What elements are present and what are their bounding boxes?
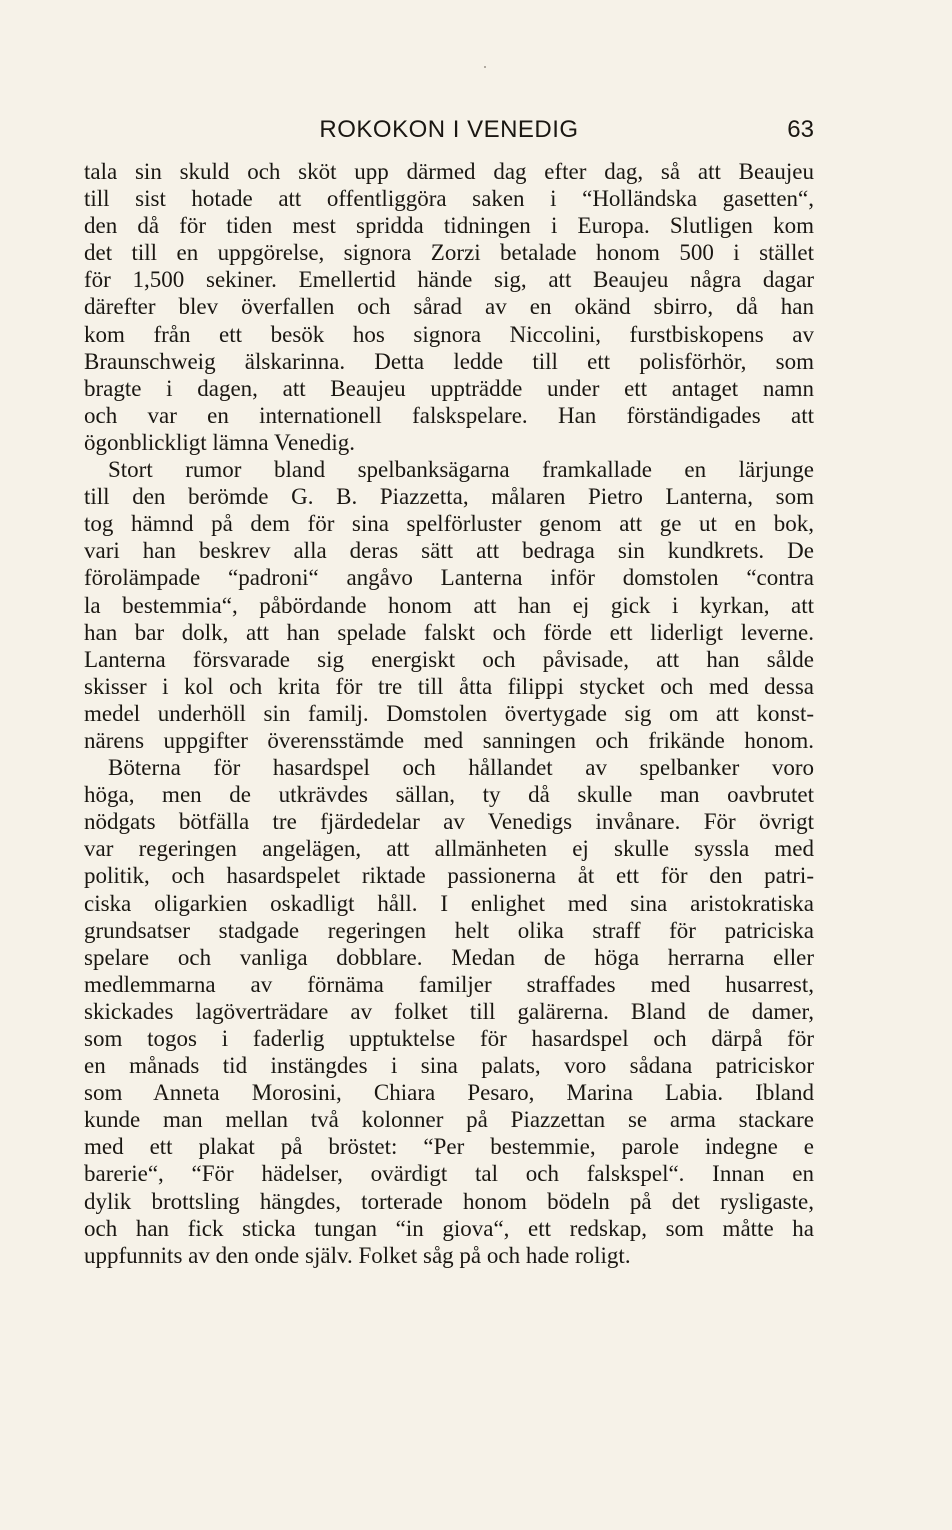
text-line: den då för tiden mest spridda tidningen i Europa. Slutligen kom [84,213,814,239]
text-line: skickades lagöverträdare av folket till galärerna. Bland de damer, [84,998,814,1024]
text-line: förolämpade “padroni“ angåvo Lanterna inför domstolen “contra [84,565,814,591]
text-line: det till en uppgörelse, signora Zorzi betalade honom 500 i stället [84,240,814,266]
text-line: medel underhöll sin familj. Domstolen övertygade sig om att konst- [84,700,814,726]
text-line: för 1,500 sekiner. Emellertid hände sig, att Beaujeu några dagar [84,267,814,293]
text-line: som Anneta Morosini, Chiara Pesaro, Marina Labia. Ibland [84,1080,814,1106]
body-text [84,158,814,1269]
text-line: Braunschweig älskarinna. Detta ledde till ett polisförhör, som [84,348,814,374]
text-line: därefter blev överfallen och sårad av en okänd sbirro, då han [84,294,814,320]
text-line: ciska oligarkien oskadligt håll. I enlighet med sina aristokratiska [84,890,814,916]
text-line: bragte i dagen, att Beaujeu uppträdde under ett antaget namn [84,375,814,401]
text-line: en månads tid instängdes i sina palats, voro sådana patriciskor [84,1053,814,1079]
text-line: politik, och hasardspelet riktade passionerna åt ett för den patri- [84,863,814,889]
running-header [84,116,814,148]
paragraph-start-line: Böterna för hasardspel och hållandet av spelbanker voro [108,755,814,781]
text-line: och var en internationell falskspelare. Han förständigades att [84,402,814,428]
text-line: till sist hotade att offentliggöra saken i “Holländska gasetten“, [84,186,814,212]
text-line: la bestemmia“, påbördande honom att han ej gick i kyrkan, att [84,592,814,618]
text-line: var regeringen angelägen, att allmänheten ej skulle syssla med [84,836,814,862]
text-line: kom från ett besök hos signora Niccolini, furstbiskopens av [84,321,814,347]
text-line: kunde man mellan två kolonner på Piazzettan se arma stackare [84,1107,814,1133]
text-line: skisser i kol och krita för tre till åtta filippi stycket och med dessa [84,673,814,699]
text-line: vari han beskrev alla deras sätt att bedraga sin kundkrets. De [84,538,814,564]
text-line: som togos i faderlig upptuktelse för hasardspel och därpå för [84,1026,814,1051]
text-line: spelare och vanliga dobblare. Medan de höga herrarna eller [84,944,814,970]
paragraph-end-line: uppfunnits av den onde själv. Folket såg på och hade roligt. [84,1242,631,1268]
text-line: tala sin skuld och sköt upp därmed dag efter dag, så att Beaujeu [84,159,814,184]
text-line: höga, men de utkrävdes sällan, ty då skulle man oavbrutet [84,782,814,808]
page-number: 63 [787,116,814,143]
print-speck [484,66,486,68]
text-line: Lanterna försvarade sig energiskt och påvisade, att han sålde [84,646,814,672]
text-line: och han fick sticka tungan “in giova“, ett redskap, som måtte ha [84,1215,814,1241]
paragraph-start-line: Stort rumor bland spelbanksägarna framkallade en lärjunge [108,457,814,483]
text-line: grundsatser stadgade regeringen helt olika straff för patriciska [84,917,814,943]
text-line: tog hämnd på dem för sina spelförluster genom att ge ut en bok, [84,511,814,537]
paragraph-end-line: ögonblickligt lämna Venedig. [84,429,356,455]
paragraph-end-line: närens uppgifter överensstämde med sanningen och frikände honom. [84,727,814,753]
text-line: med ett plakat på bröstet: “Per bestemmie, parole indegne e [84,1134,814,1160]
text-line: nödgats bötfälla tre fjärdedelar av Venedigs invånare. För övrigt [84,809,814,835]
text-line: medlemmarna av förnäma familjer straffades med husarrest, [84,971,814,997]
running-title: ROKOKON I VENEDIG [319,116,579,143]
text-line: till den berömde G. B. Piazzetta, målaren Pietro Lanterna, som [84,484,814,510]
text-line: barerie“, “För hädelser, ovärdigt tal och falskspel“. Innan en [84,1161,814,1187]
text-line: dylik brottsling hängdes, torterade honom bödeln på det rysligaste, [84,1188,814,1214]
text-line: han bar dolk, att han spelade falskt och förde ett liderligt leverne. [84,619,814,645]
